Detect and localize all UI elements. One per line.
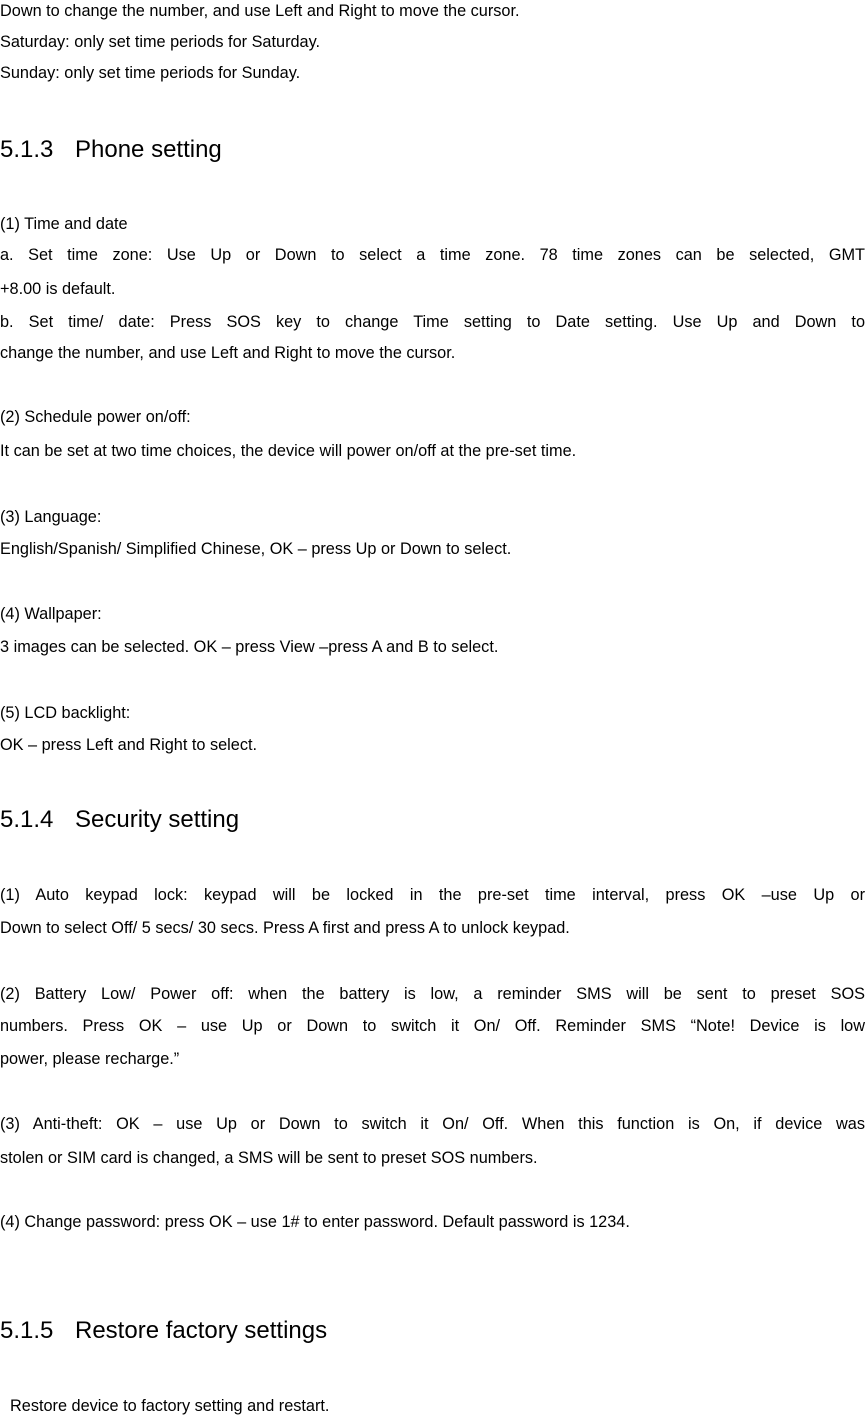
schedule-text: It can be set at two time choices, the device will power on/off at the pre-set time. [0, 442, 577, 460]
wallpaper-heading: (4) Wallpaper: [0, 605, 102, 623]
time-date-heading: (1) Time and date [0, 215, 128, 233]
intro-line-2: Saturday: only set time periods for Saturday. [0, 33, 321, 51]
time-zone-line-2: +8.00 is default. [0, 280, 116, 298]
intro-line-1: Down to change the number, and use Left and Right to move the cursor. [0, 2, 520, 20]
section-heading-security-setting [0, 805, 239, 835]
keypad-lock-line-1: (1) Auto keypad lock: keypad will be locked in the pre-set time interval, press OK –use Up or [0, 886, 865, 904]
time-date-line-2: change the number, and use Left and Right to move the cursor. [0, 344, 456, 362]
wallpaper-text: 3 images can be selected. OK – press View –press A and B to select. [0, 638, 499, 656]
battery-low-line-1: (2) Battery Low/ Power off: when the battery is low, a reminder SMS will be sent to preset SOS [0, 985, 865, 1003]
anti-theft-line-2: stolen or SIM card is changed, a SMS will be sent to preset SOS numbers. [0, 1149, 538, 1167]
backlight-text: OK – press Left and Right to select. [0, 736, 258, 754]
section-heading-phone-setting [0, 135, 222, 165]
schedule-heading: (2) Schedule power on/off: [0, 408, 191, 426]
keypad-lock-line-2: Down to select Off/ 5 secs/ 30 secs. Press A first and press A to unlock keypad. [0, 919, 570, 937]
section-heading-restore-factory [0, 1316, 327, 1346]
section-title: Security setting [75, 806, 240, 833]
time-date-line-1: b. Set time/ date: Press SOS key to change Time setting to Date setting. Use Up and Down to [0, 313, 865, 331]
anti-theft-line-1: (3) Anti-theft: OK – use Up or Down to switch it On/ Off. When this function is On, if device was [0, 1115, 865, 1133]
restore-text: Restore device to factory setting and restart. [10, 1397, 330, 1415]
section-number: 5.1.3 [0, 136, 54, 163]
intro-line-3: Sunday: only set time periods for Sunday. [0, 64, 301, 82]
time-zone-line-1: a. Set time zone: Use Up or Down to select a time zone. 78 time zones can be selected, GMT [0, 246, 865, 264]
section-number: 5.1.5 [0, 1317, 54, 1344]
language-text: English/Spanish/ Simplified Chinese, OK – press Up or Down to select. [0, 540, 512, 558]
battery-low-line-3: power, please recharge.” [0, 1050, 180, 1068]
section-title: Restore factory settings [75, 1317, 328, 1344]
section-title: Phone setting [75, 136, 222, 163]
battery-low-line-2: numbers. Press OK – use Up or Down to switch it On/ Off. Reminder SMS “Note! Device is low [0, 1017, 865, 1035]
backlight-heading: (5) LCD backlight: [0, 704, 131, 722]
change-password-text: (4) Change password: press OK – use 1# to enter password. Default password is 1234. [0, 1213, 630, 1231]
section-number: 5.1.4 [0, 806, 54, 833]
language-heading: (3) Language: [0, 508, 102, 526]
